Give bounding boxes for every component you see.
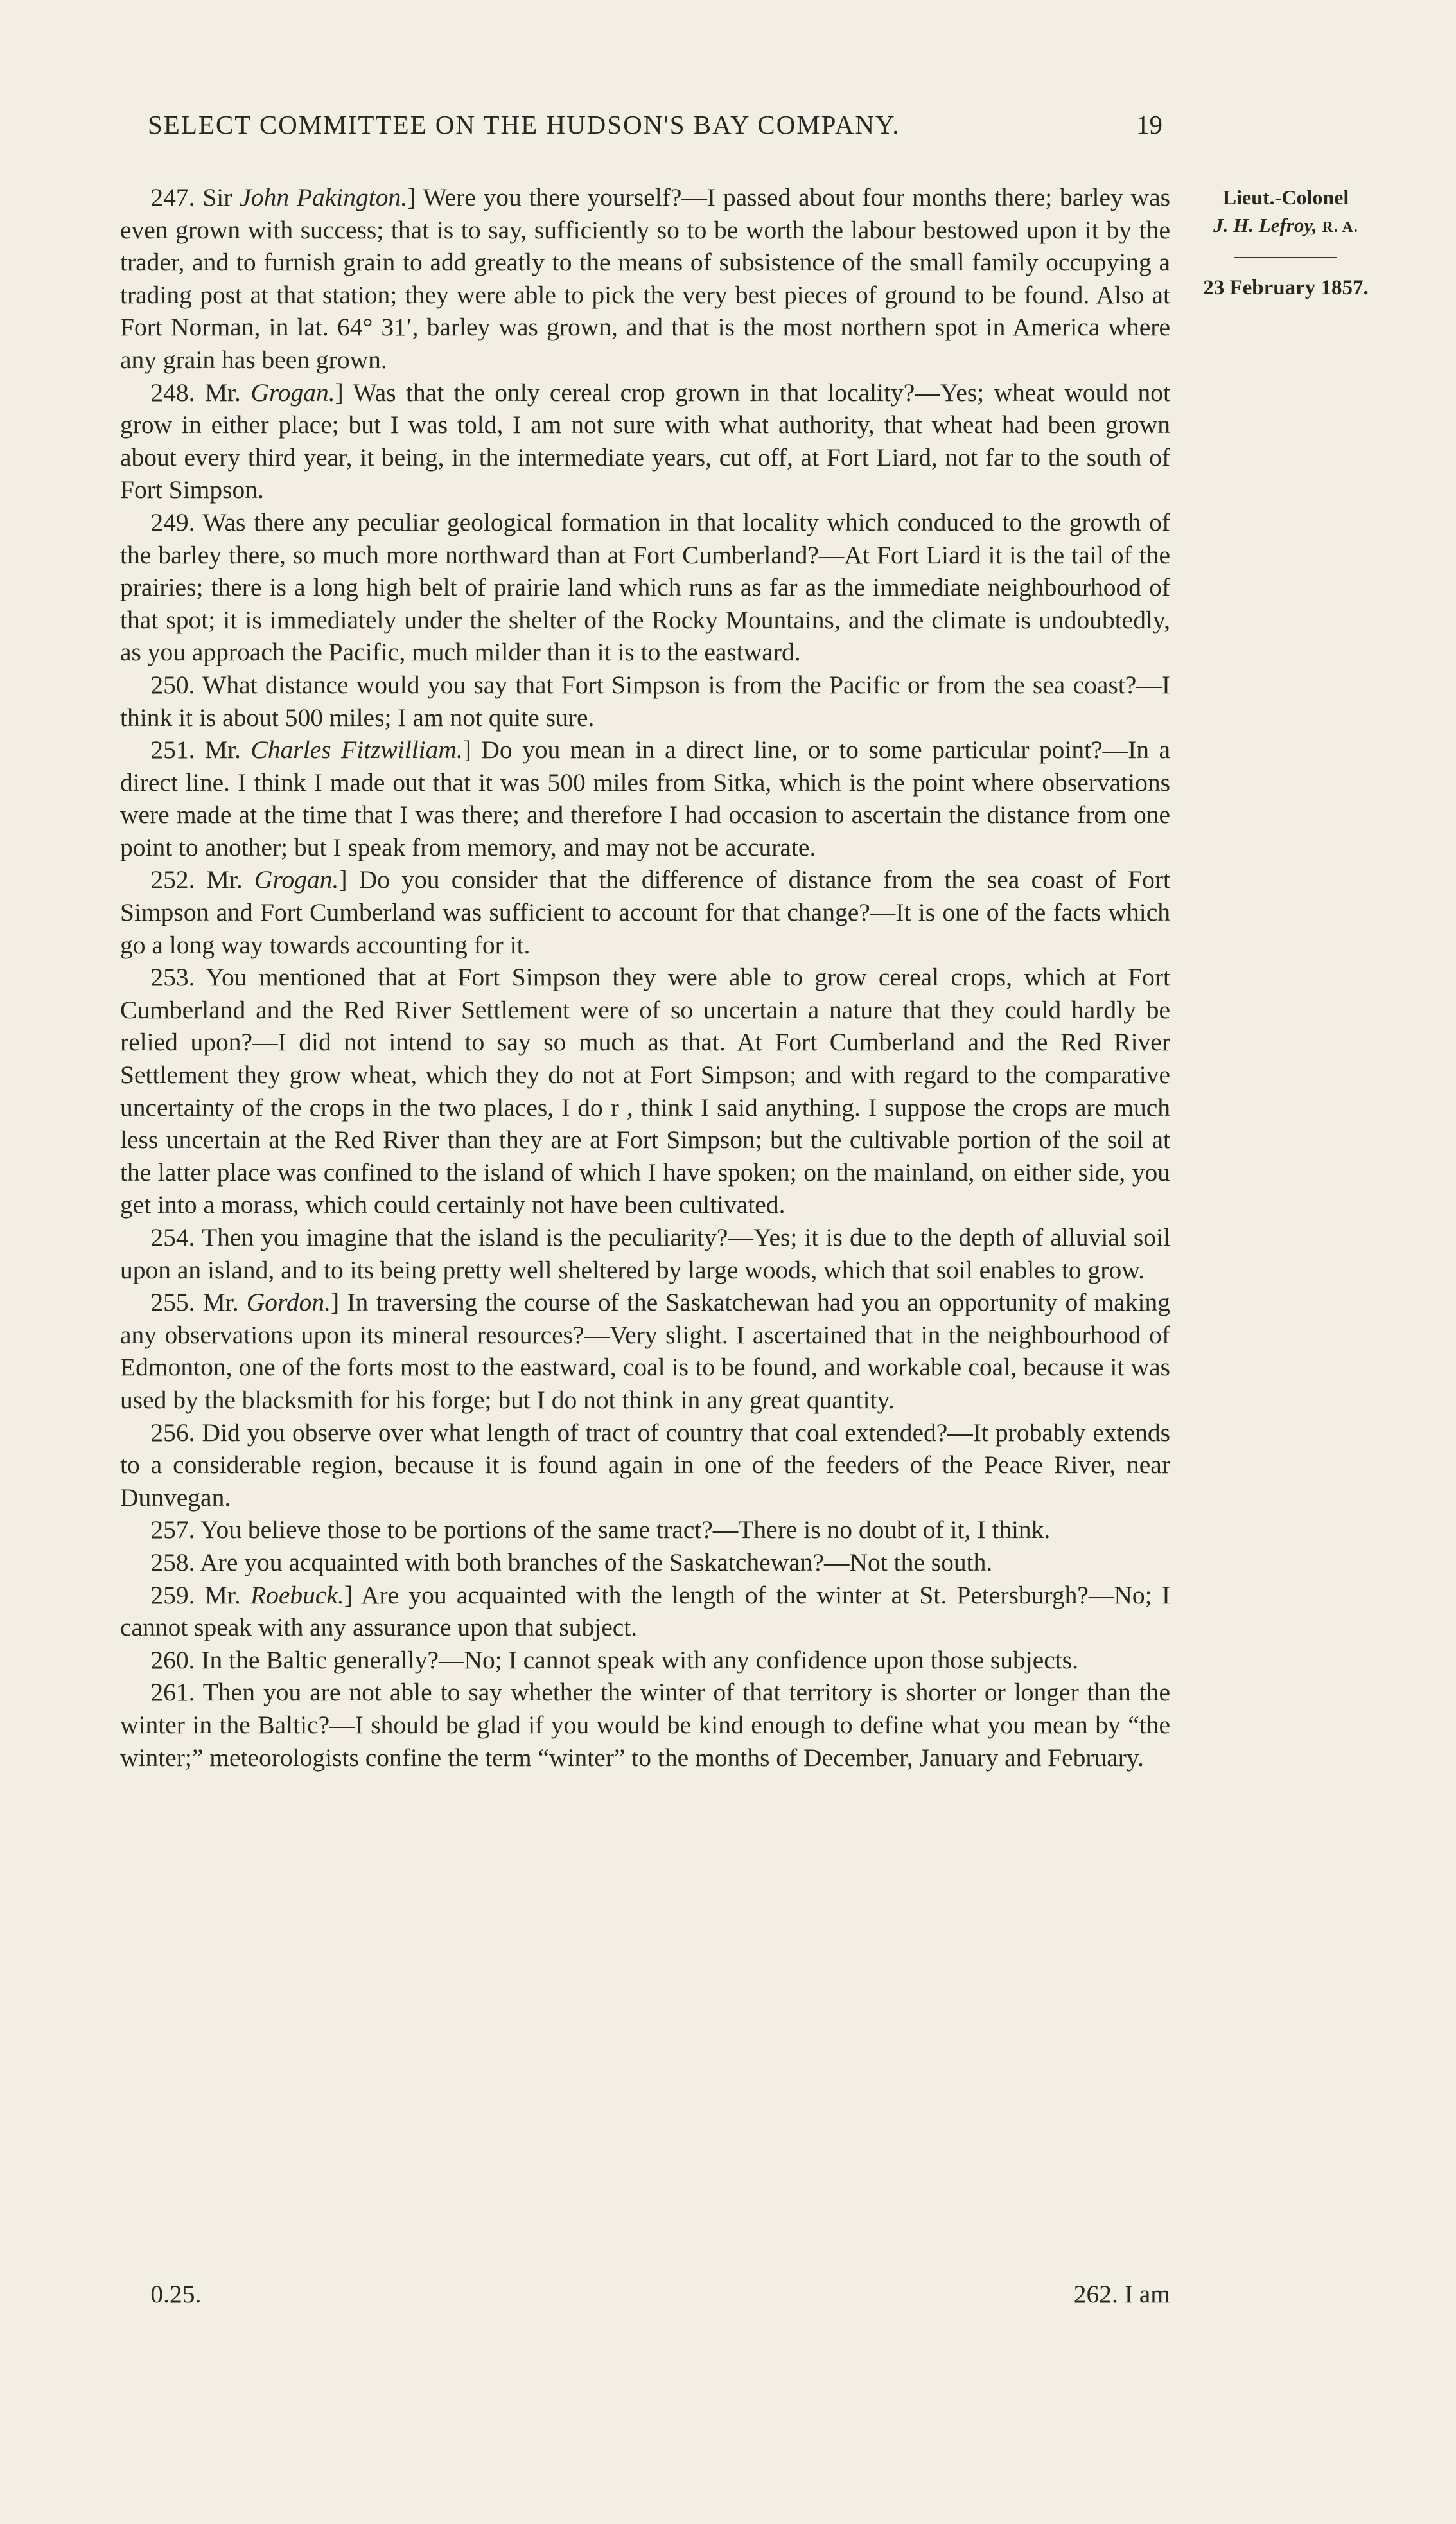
question-number: 255. (150, 1288, 195, 1317)
question-number: 261. (150, 1678, 195, 1707)
question-number: 258. (150, 1548, 195, 1576)
question-answer-text: Did you observe over what length of tract of country that coal extended?—It probably extends to a considerable region, because it is found again in one of the feeders of the Peace River, near Dunvegan. (120, 1418, 1170, 1512)
witness-title: Lieut.-Colonel (1222, 186, 1349, 209)
speaker-bracket: ] (344, 1580, 353, 1609)
speaker-honorific: Mr. (204, 378, 241, 407)
witness-rank: R. A. (1322, 219, 1358, 236)
testimony-body (120, 181, 1170, 1774)
question-paragraph (120, 961, 1170, 1221)
question-paragraph (120, 1676, 1170, 1774)
speaker-honorific: Mr. (202, 1288, 239, 1317)
question-number: 247. (150, 183, 195, 211)
question-paragraph (120, 1579, 1170, 1644)
question-number: 260. (150, 1645, 195, 1674)
question-answer-text: In the Baltic generally?—No; I cannot speak with any confidence upon those subjects. (201, 1645, 1079, 1674)
question-number: 250. (150, 670, 195, 699)
question-number: 252. (150, 865, 195, 894)
question-answer-text: You believe those to be portions of the same tract?—There is no doubt of it, I think. (200, 1515, 1051, 1544)
question-paragraph (120, 863, 1170, 961)
speaker-bracket: ] (331, 1288, 340, 1317)
witness-margin-note (1177, 183, 1395, 302)
speaker-name: Grogan. (250, 378, 335, 407)
question-answer-text: Are you acquainted with both branches of the Saskatchewan?—Not the south. (200, 1548, 993, 1576)
question-answer-text: Was that the only cereal crop grown in that locality?—Yes; wheat would not grow in either place; but I was told, I am not sure with what authority, that wheat had been grown about every third year, it being, in the intermediate years, cut off, at Fort Liard, not far to the south of Fort Simpson. (120, 378, 1171, 504)
question-answer-text: Do you consider that the difference of distance from the sea coast of Fort Simpson and Fort Cumberland was sufficient to account for that change?—It is one of the facts which go a long way towards accounting for it. (120, 865, 1171, 959)
question-number: 259. (150, 1580, 195, 1609)
question-number: 257. (150, 1515, 195, 1544)
speaker-name: Roebuck. (250, 1580, 344, 1609)
question-paragraph (120, 734, 1170, 863)
question-paragraph (120, 1286, 1170, 1416)
page-header (141, 109, 1162, 154)
witness-name (1177, 211, 1395, 242)
question-answer-text: What distance would you say that Fort Simpson is from the Pacific or from the sea coast?—I think it is about 500 miles; I am not quite sure. (120, 670, 1170, 732)
catchword: 262. I am (1073, 2280, 1170, 2308)
question-number: 251. (150, 736, 195, 764)
question-number: 253. (150, 963, 195, 992)
question-paragraph (120, 506, 1170, 669)
question-answer-text: Do you mean in a direct line, or to some particular point?—In a direct line. I think I made out that it was 500 miles from Sitka, which is the point where observations were made at the time that I was there; and therefore I had occasion to ascertain the distance from one point to another; but I speak from memory, and may not be accurate. (120, 736, 1171, 861)
speaker-name: Charles Fitzwilliam. (250, 736, 463, 764)
speaker-bracket: ] (407, 183, 416, 211)
speaker-bracket: ] (338, 865, 347, 894)
witness-name-text: J. H. Lefroy, (1213, 214, 1317, 236)
speaker-bracket: ] (335, 378, 344, 407)
question-paragraph (120, 1514, 1170, 1546)
speaker-honorific: Sir (202, 183, 232, 211)
question-number: 254. (150, 1223, 195, 1251)
question-paragraph (120, 376, 1170, 506)
speaker-name: John Pakington. (240, 183, 408, 211)
speaker-honorific: Mr. (204, 736, 241, 764)
sessional-paper-code: 0.25. (150, 2280, 202, 2308)
question-answer-text: Were you there yourself?—I passed about four months there; barley was even grown with success; that is to say, sufficiently so to be worth the labour bestowed upon it by the trader, and to furnish grain to add greatly to the means of subsistence of the small family occupying a trading post at that station; they were able to pick the very best pieces of ground to be found. Also at Fort Norman, in lat. 64° 31′, barley was grown, and that is the most northern spot in America where any grain has been grown. (120, 183, 1170, 374)
question-answer-text: You mentioned that at Fort Simpson they were able to grow cereal crops, which at Fort Cumberland and the Red River Settlement were of so uncertain a nature that they could hardly be relied upon?—I did not intend to say so much as that. At Fort Cumberland and the Red River Settlement they grow wheat, which they do not at Fort Simpson; and with regard to the comparative uncertainty of the crops in the two places, I do r , think I said anything. I suppose the crops are much less uncertain at the Red River than they are at Fort Simpson; but the cultivable portion of the soil at the latter place was confined to the island of which I have spoken; on the mainland, on either side, you get into a morass, which could certainly not have been cultivated. (120, 963, 1170, 1219)
margin-divider (1234, 257, 1337, 258)
speaker-honorific: Mr. (204, 1580, 241, 1609)
question-paragraph (120, 669, 1170, 734)
witness-date: 23 February 1857. (1203, 276, 1369, 299)
question-answer-text: Was there any peculiar geological formation in that locality which conduced to the growth of the barley there, so much more northward than at Fort Cumberland?—At Fort Liard it is the tail of the prairies; there is a long high belt of prairie land which runs as far as the immediate neighbourhood of that spot; it is immediately under the shelter of the Rocky Mountains, and the climate is undoubtedly, as you approach the Pacific, much milder than it is to the eastward. (120, 507, 1171, 667)
question-paragraph (120, 1546, 1170, 1579)
question-answer-text: Then you imagine that the island is the peculiarity?—Yes; it is due to the depth of alluvial soil upon an island, and to its being pretty well sheltered by large woods, which that soil enables to grow. (120, 1223, 1171, 1284)
question-answer-text: In traversing the course of the Saskatchewan had you an opportunity of making any observations upon its mineral resources?—Very slight. I ascertained that in the neighbourhood of Edmonton, one of the forts most to the eastward, coal is to be found, and workable coal, because it was used by the blacksmith for his forge; but I do not think in any great quantity. (120, 1288, 1170, 1414)
question-number: 248. (150, 378, 195, 407)
speaker-bracket: ] (462, 736, 471, 764)
question-paragraph (120, 1416, 1170, 1514)
question-paragraph (120, 1221, 1170, 1286)
question-paragraph (120, 181, 1170, 376)
question-answer-text: Then you are not able to say whether the winter of that territory is shorter or longer than the winter in the Baltic?—I should be glad if you would be kind enough to define what you mean by “the winter;” meteorologists confine the term “winter” to the months of December, January and February. (120, 1678, 1170, 1772)
question-paragraph (120, 1644, 1170, 1677)
page-number: 19 (1136, 110, 1162, 139)
speaker-name: Grogan. (254, 865, 339, 894)
question-answer-text: Are you acquainted with the length of the winter at St. Petersburgh?—No; I cannot speak with any assurance upon that subject. (120, 1580, 1171, 1642)
question-number: 249. (150, 507, 195, 536)
speaker-honorific: Mr. (206, 865, 243, 894)
speaker-name: Gordon. (246, 1288, 331, 1317)
question-number: 256. (150, 1418, 195, 1447)
running-title: SELECT COMMITTEE ON THE HUDSON'S BAY COMPANY. (148, 110, 900, 139)
page-footer (120, 2279, 1170, 2315)
